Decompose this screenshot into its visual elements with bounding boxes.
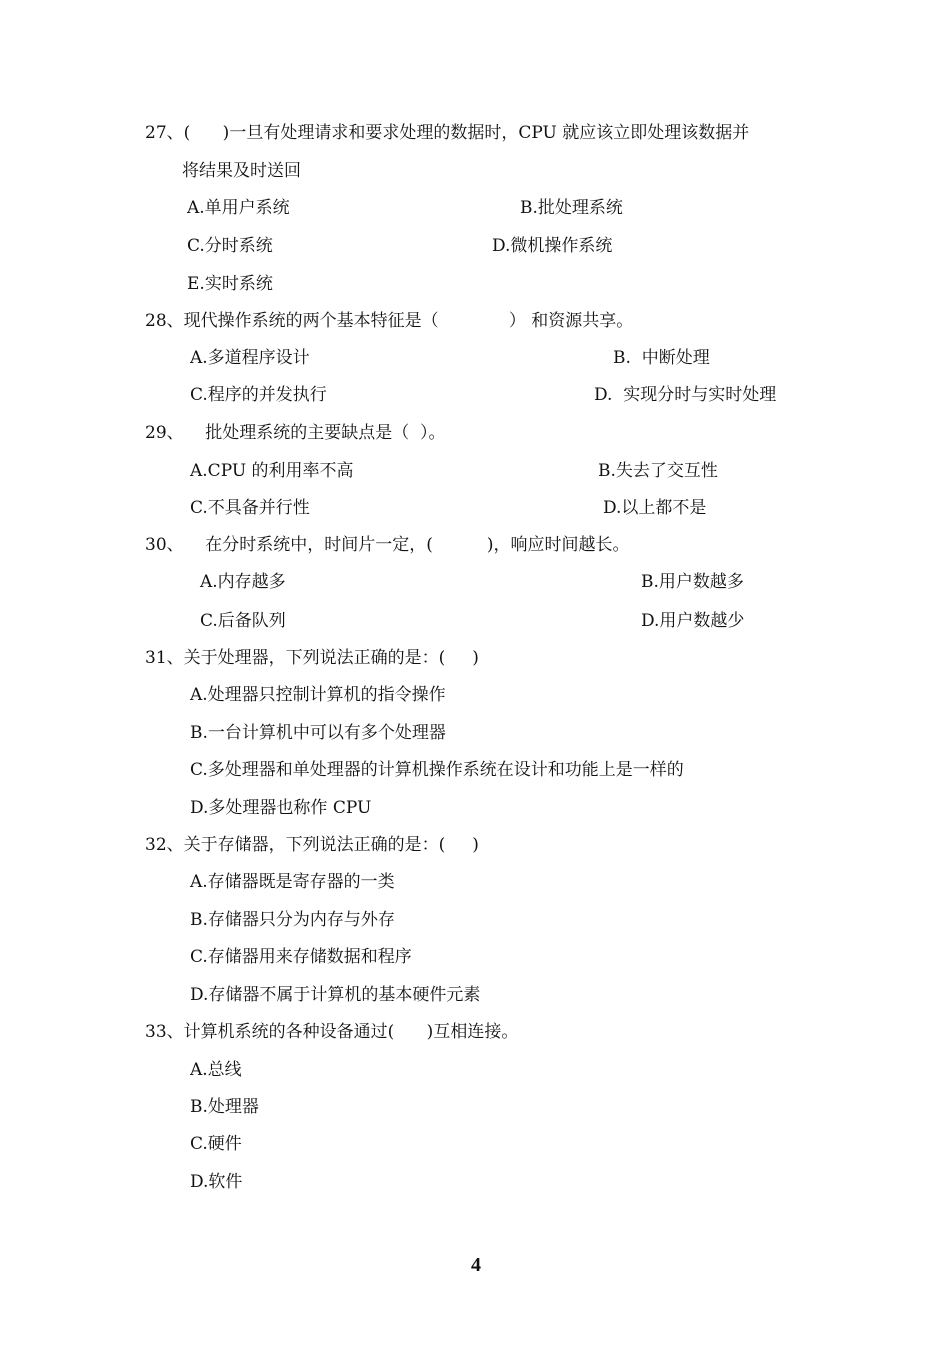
question-29-option-d: D.以上都不是 — [603, 498, 707, 518]
question-29-option-a: A.CPU 的利用率不高 — [190, 461, 354, 481]
question-30-stem: 30、 在分时系统中，时间片一定，( )，响应时间越长。 — [145, 535, 630, 555]
question-27-option-b: B.批处理系统 — [520, 198, 623, 218]
question-32-option-a: A.存储器既是寄存器的一类 — [190, 872, 395, 892]
question-30-option-a: A.内存越多 — [200, 572, 286, 592]
question-31-option-c: C.多处理器和单处理器的计算机操作系统在设计和功能上是一样的 — [190, 760, 684, 780]
question-32-stem: 32、关于存储器，下列说法正确的是：( ) — [145, 835, 479, 855]
question-27-stem-continued: 将结果及时送回 — [182, 161, 301, 181]
question-32-option-c: C.存储器用来存储数据和程序 — [190, 947, 412, 967]
question-29-option-c: C.不具备并行性 — [190, 498, 310, 518]
question-29-stem: 29、 批处理系统的主要缺点是（ ）。 — [145, 423, 446, 443]
question-30-option-c: C.后备队列 — [200, 611, 286, 631]
question-28-option-a: A.多道程序设计 — [190, 348, 310, 368]
question-32-option-b: B.存储器只分为内存与外存 — [190, 910, 395, 930]
question-28-stem: 28、现代操作系统的两个基本特征是（ ） 和资源共享。 — [145, 311, 634, 331]
question-27-stem: 27、( )一旦有处理请求和要求处理的数据时，CPU 就应该立即处理该数据并 — [145, 123, 750, 143]
question-31-option-a: A.处理器只控制计算机的指令操作 — [190, 685, 446, 705]
question-33-option-c: C.硬件 — [190, 1134, 242, 1154]
question-30-option-d: D.用户数越少 — [641, 611, 745, 631]
page-number: 4 — [471, 1254, 481, 1276]
question-27-option-d: D.微机操作系统 — [492, 236, 613, 256]
question-28-option-c: C.程序的并发执行 — [190, 385, 327, 405]
question-30-option-b: B.用户数越多 — [641, 572, 744, 592]
question-28-option-b: B. 中断处理 — [613, 348, 710, 368]
question-31-stem: 31、关于处理器，下列说法正确的是：( ) — [145, 648, 479, 668]
question-29-option-b: B.失去了交互性 — [598, 461, 718, 481]
question-27-option-a: A.单用户系统 — [187, 198, 290, 218]
question-27-option-c: C.分时系统 — [187, 236, 273, 256]
question-33-option-d: D.软件 — [190, 1172, 243, 1192]
question-31-option-d: D.多处理器也称作 CPU — [190, 798, 372, 818]
question-33-option-b: B.处理器 — [190, 1097, 259, 1117]
question-27-option-e: E.实时系统 — [187, 274, 273, 294]
question-28-option-d: D. 实现分时与实时处理 — [594, 385, 777, 405]
question-33-stem: 33、计算机系统的各种设备通过( )互相连接。 — [145, 1022, 519, 1042]
question-33-option-a: A.总线 — [190, 1060, 242, 1080]
question-31-option-b: B.一台计算机中可以有多个处理器 — [190, 723, 446, 743]
question-32-option-d: D.存储器不属于计算机的基本硬件元素 — [190, 985, 481, 1005]
